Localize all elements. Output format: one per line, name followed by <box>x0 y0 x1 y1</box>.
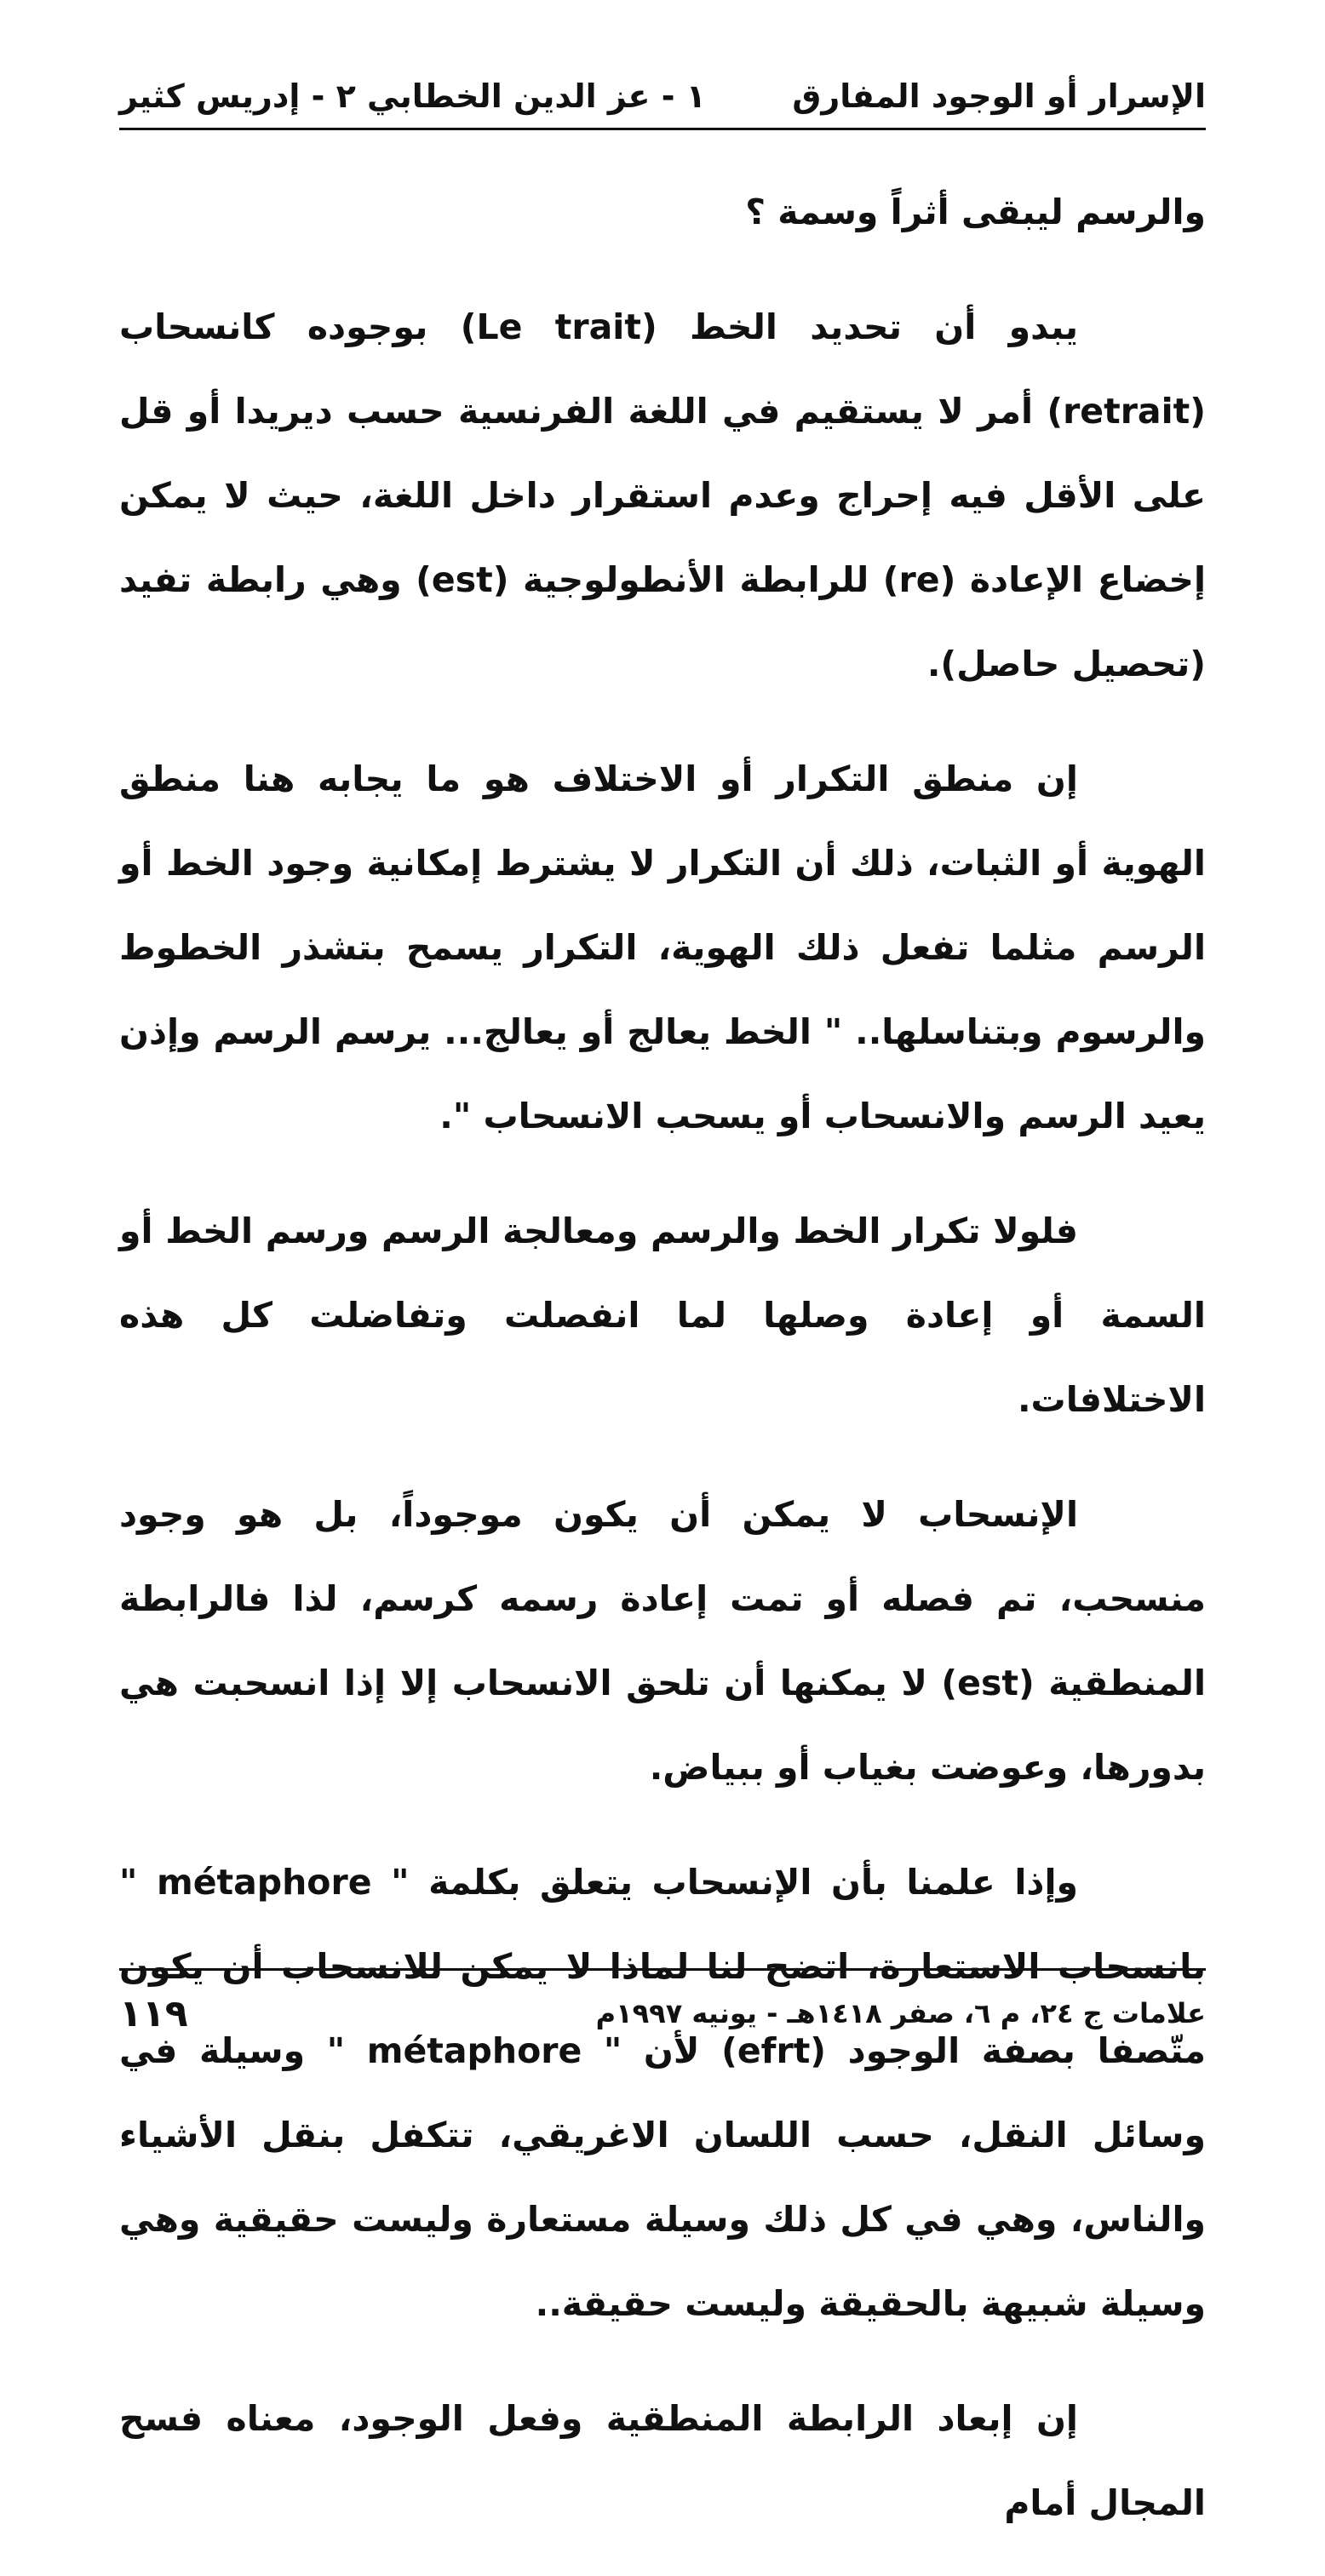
running-header-authors: ١ - عز الدين الخطابي ٢ - إدريس كثير <box>119 77 706 115</box>
paragraph-3: إن منطق التكرار أو الاختلاف هو ما يجابه هنا منطق الهوية أو الثبات، ذلك أن التكرار لا يشترط إمكانية وجود الخط أو الرسم مثلما تفعل ذلك الهوية، التكرار يسمح بتشذر الخطوط والرسوم وبتناسلها.. " الخط يعالج أو يعالج... يرسم الرسم وإذن يعيد الرسم والانسحاب أو يسحب الانسحاب ". <box>119 758 1206 1136</box>
body-text <box>119 170 1206 2576</box>
running-header <box>119 66 1206 126</box>
paragraph-7: إن إبعاد الرابطة المنطقية وفعل الوجود، معناه فسح المجال أمام <box>119 2398 1206 2523</box>
paragraph-5: الإنسحاب لا يمكن أن يكون موجوداً، بل هو وجود منسحب، تم فصله أو تمت إعادة رسمه كرسم، لذا فالرابطة المنطقية (est) لا يمكنها أن تلحق الانسحاب إلا إذا انسحبت هي بدورها، وعوضت بغياب أو ببياض. <box>119 1494 1206 1788</box>
footer-rule <box>119 1968 1206 1971</box>
page-number: ١١٩ <box>119 1991 188 2035</box>
page-footer <box>119 1979 1206 2047</box>
paragraph-1: والرسم ليبقى أثراً وسمة ؟ <box>745 192 1206 232</box>
header-rule <box>119 128 1206 130</box>
running-header-title: الإسرار أو الوجود المفارق <box>792 77 1206 115</box>
journal-citation: علامات ج ٢٤، م ٦، صفر ١٤١٨هـ - يونيه ١٩٩٧م <box>595 1997 1206 2029</box>
paragraph-2: يبدو أن تحديد الخط (Le trait) بوجوده كانسحاب (retrait) أمر لا يستقيم في اللغة الفرنسية حسب ديريدا أو قل على الأقل فيه إحراج وعدم استقرار داخل اللغة، حيث لا يمكن إخضاع الإعادة (re) للرابطة الأنطولوجية (est) وهي رابطة تفيد (تحصيل حاصل). <box>119 306 1207 684</box>
paragraph-6: وإذا علمنا بأن الإنسحاب يتعلق بكلمة " métaphore " بانسحاب الاستعارة، اتضح لنا لماذا لا يمكن للانسحاب أن يكون متّصفا بصفة الوجود (efrt) لأن " métaphore " وسيلة في وسائل النقل، حسب اللسان الاغريقي، تتكفل بنقل الأشياء والناس، وهي في كل ذلك وسيلة مستعارة وليست حقيقية وهي وسيلة شبيهة بالحقيقة وليست حقيقة.. <box>119 1862 1206 2324</box>
paragraph-4: فلولا تكرار الخط والرسم ومعالجة الرسم ورسم الخط أو السمة أو إعادة وصلها لما انفصلت وتفاضلت كل هذه الاختلافات. <box>119 1211 1206 1420</box>
